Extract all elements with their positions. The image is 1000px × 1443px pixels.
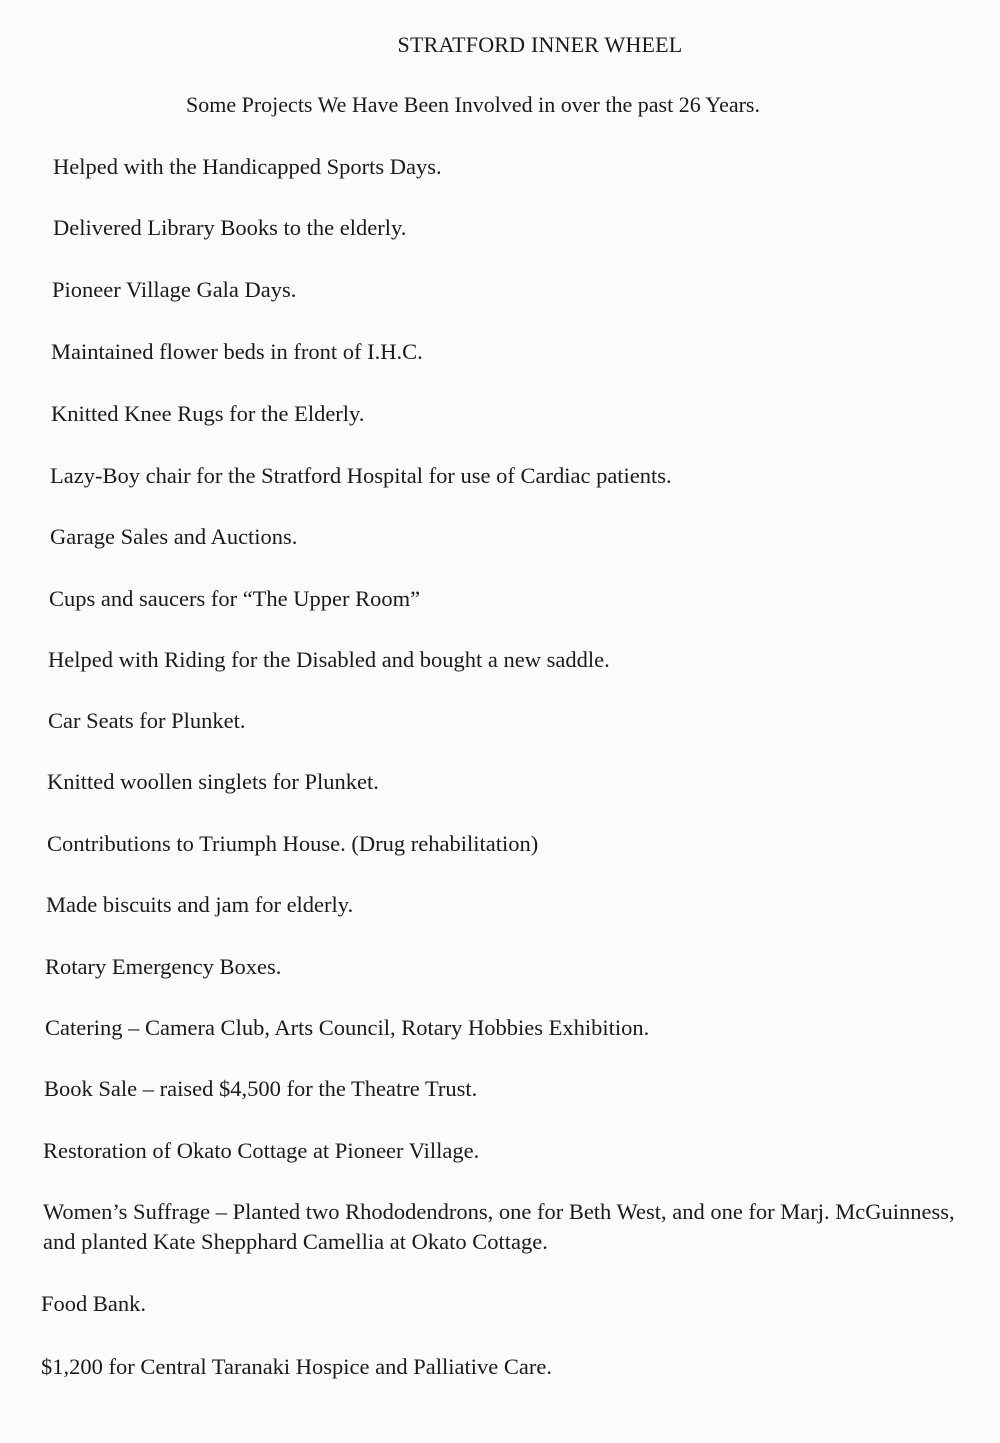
list-item: Knitted Knee Rugs for the Elderly.: [51, 401, 365, 426]
list-item: Cups and saucers for “The Upper Room”: [49, 586, 421, 611]
list-item: Made biscuits and jam for elderly.: [46, 892, 354, 917]
list-item: $1,200 for Central Taranaki Hospice and Palliative Care.: [41, 1354, 552, 1379]
document-title: STRATFORD INNER WHEEL: [397, 32, 683, 57]
list-item: Lazy-Boy chair for the Stratford Hospital for use of Cardiac patients.: [50, 463, 672, 488]
list-item: Delivered Library Books to the elderly.: [53, 215, 407, 240]
list-item: Maintained flower beds in front of I.H.C.: [51, 339, 423, 364]
list-item: Knitted woollen singlets for Plunket.: [47, 769, 379, 794]
list-item: Garage Sales and Auctions.: [50, 524, 298, 549]
list-item: Pioneer Village Gala Days.: [52, 277, 297, 302]
list-item: Food Bank.: [41, 1291, 147, 1316]
list-item: Restoration of Okato Cottage at Pioneer Village.: [43, 1138, 480, 1163]
list-item: Women’s Suffrage – Planted two Rhododendrons, one for Beth West, and one for Marj. McGuinness, and planted Kate Shepphard Camellia at Okato Cottage.: [43, 1199, 955, 1254]
list-item: Rotary Emergency Boxes.: [45, 954, 282, 979]
list-item: Book Sale – raised $4,500 for the Theatre Trust.: [44, 1076, 478, 1101]
list-item: Helped with Riding for the Disabled and bought a new saddle.: [48, 647, 610, 672]
list-item: Catering – Camera Club, Arts Council, Rotary Hobbies Exhibition.: [45, 1015, 650, 1040]
list-item: Car Seats for Plunket.: [48, 708, 246, 733]
list-item: Helped with the Handicapped Sports Days.: [53, 154, 442, 179]
list-item: Contributions to Triumph House. (Drug rehabilitation): [47, 831, 539, 856]
document-subtitle: Some Projects We Have Been Involved in over the past 26 Years.: [186, 92, 760, 117]
